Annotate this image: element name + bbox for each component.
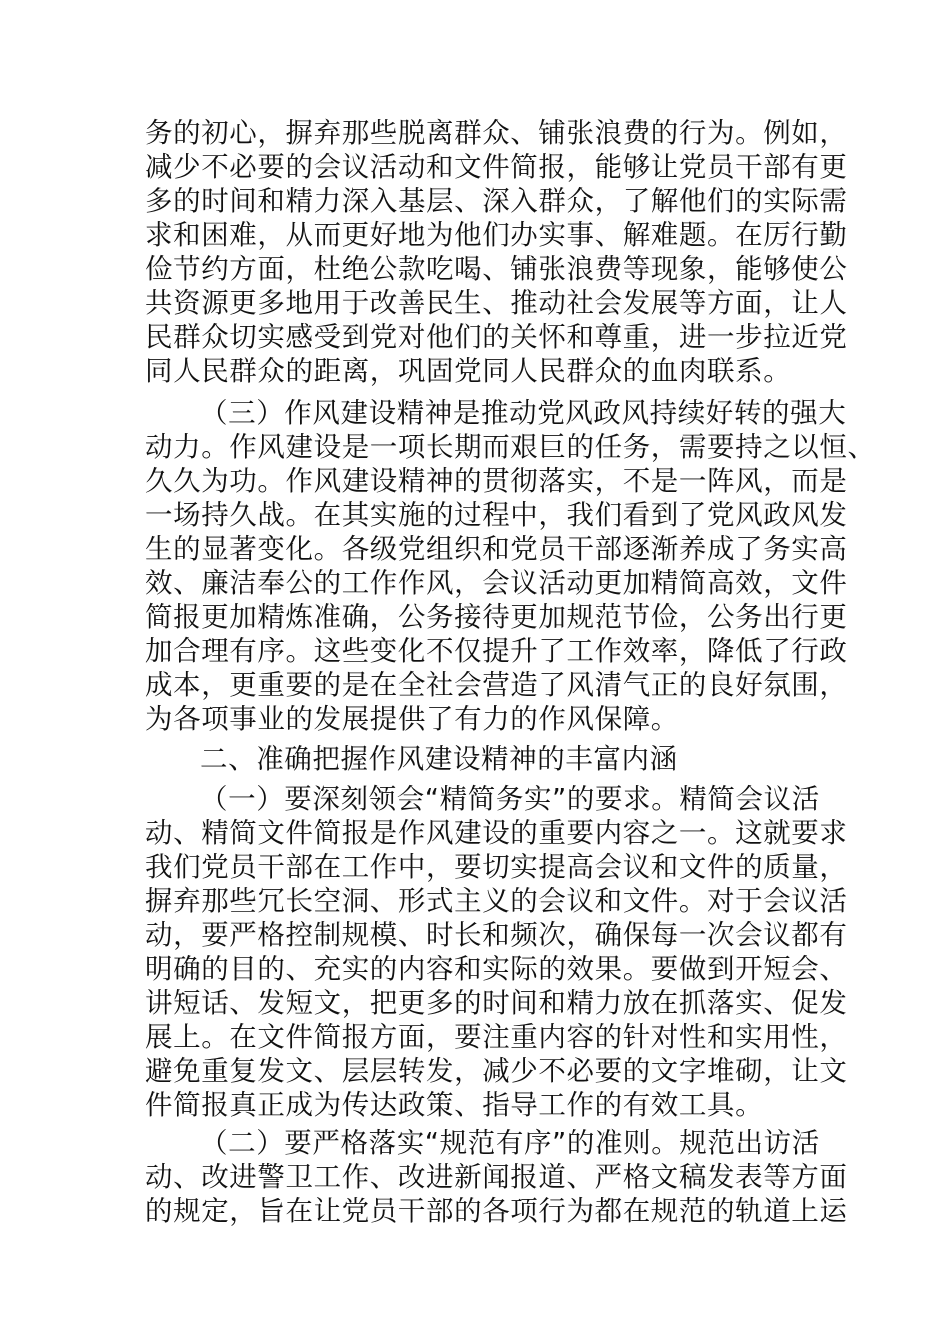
paragraph-start-line: （二）要严格落实“规范有序”的准则。规范出访活 xyxy=(200,1127,820,1159)
text-line: 生的显著变化。各级党组织和党员干部逐渐养成了务实高 xyxy=(145,533,848,565)
text-line: 动，要严格控制规模、时长和频次，确保每一次会议都有 xyxy=(145,919,848,951)
text-line: 讲短话、发短文，把更多的时间和精力放在抓落实、促发 xyxy=(145,987,848,1019)
text-line: 俭节约方面，杜绝公款吃喝、铺张浪费等现象，能够使公 xyxy=(145,253,848,285)
text-line: 的规定，旨在让党员干部的各项行为都在规范的轨道上运 xyxy=(145,1195,848,1227)
text-line: 避免重复发文、层层转发，减少不必要的文字堆砌，让文 xyxy=(145,1055,848,1087)
text-line: 动、改进警卫工作、改进新闻报道、严格文稿发表等方面 xyxy=(145,1161,848,1193)
text-line: 民群众切实感受到党对他们的关怀和尊重，进一步拉近党 xyxy=(145,321,848,353)
text-line: 减少不必要的会议活动和文件简报，能够让党员干部有更 xyxy=(145,151,848,183)
text-line: 成本，更重要的是在全社会营造了风清气正的良好氛围， xyxy=(145,669,848,701)
text-line: 一场持久战。在其实施的过程中，我们看到了党风政风发 xyxy=(145,499,848,531)
paragraph-start-line: （三）作风建设精神是推动党风政风持续好转的强大 xyxy=(200,397,847,429)
text-line: 件简报真正成为传达政策、指导工作的有效工具。 xyxy=(145,1089,764,1121)
text-line: 展上。在文件简报方面，要注重内容的针对性和实用性， xyxy=(145,1021,848,1053)
text-line: 共资源更多地用于改善民生、推动社会发展等方面，让人 xyxy=(145,287,848,319)
text-line: 务的初心，摒弃那些脱离群众、铺张浪费的行为。例如， xyxy=(145,117,848,149)
text-line: 摒弃那些冗长空洞、形式主义的会议和文件。对于会议活 xyxy=(145,885,848,917)
text-line: 简报更加精炼准确，公务接待更加规范节俭，公务出行更 xyxy=(145,601,848,633)
text-line: 效、廉洁奉公的工作作风，会议活动更加精简高效，文件 xyxy=(145,567,848,599)
text-line: 我们党员干部在工作中，要切实提高会议和文件的质量， xyxy=(145,851,848,883)
text-line: 加合理有序。这些变化不仅提升了工作效率，降低了行政 xyxy=(145,635,848,667)
section-heading: 二、准确把握作风建设精神的丰富内涵 xyxy=(200,743,678,775)
text-line: 动力。作风建设是一项长期而艰巨的任务，需要持之以恒、 xyxy=(145,431,876,463)
text-line: 动、精简文件简报是作风建设的重要内容之一。这就要求 xyxy=(145,817,848,849)
paragraph-start-line: （一）要深刻领会“精简务实”的要求。精简会议活 xyxy=(200,783,820,815)
text-line: 为各项事业的发展提供了有力的作风保障。 xyxy=(145,703,679,735)
text-line: 久久为功。作风建设精神的贯彻落实，不是一阵风，而是 xyxy=(145,465,848,497)
text-line: 多的时间和精力深入基层、深入群众，了解他们的实际需 xyxy=(145,185,848,217)
text-line: 明确的目的、充实的内容和实际的效果。要做到开短会、 xyxy=(145,953,848,985)
text-line: 求和困难，从而更好地为他们办实事、解难题。在厉行勤 xyxy=(145,219,848,251)
text-line: 同人民群众的距离，巩固党同人民群众的血肉联系。 xyxy=(145,355,792,387)
